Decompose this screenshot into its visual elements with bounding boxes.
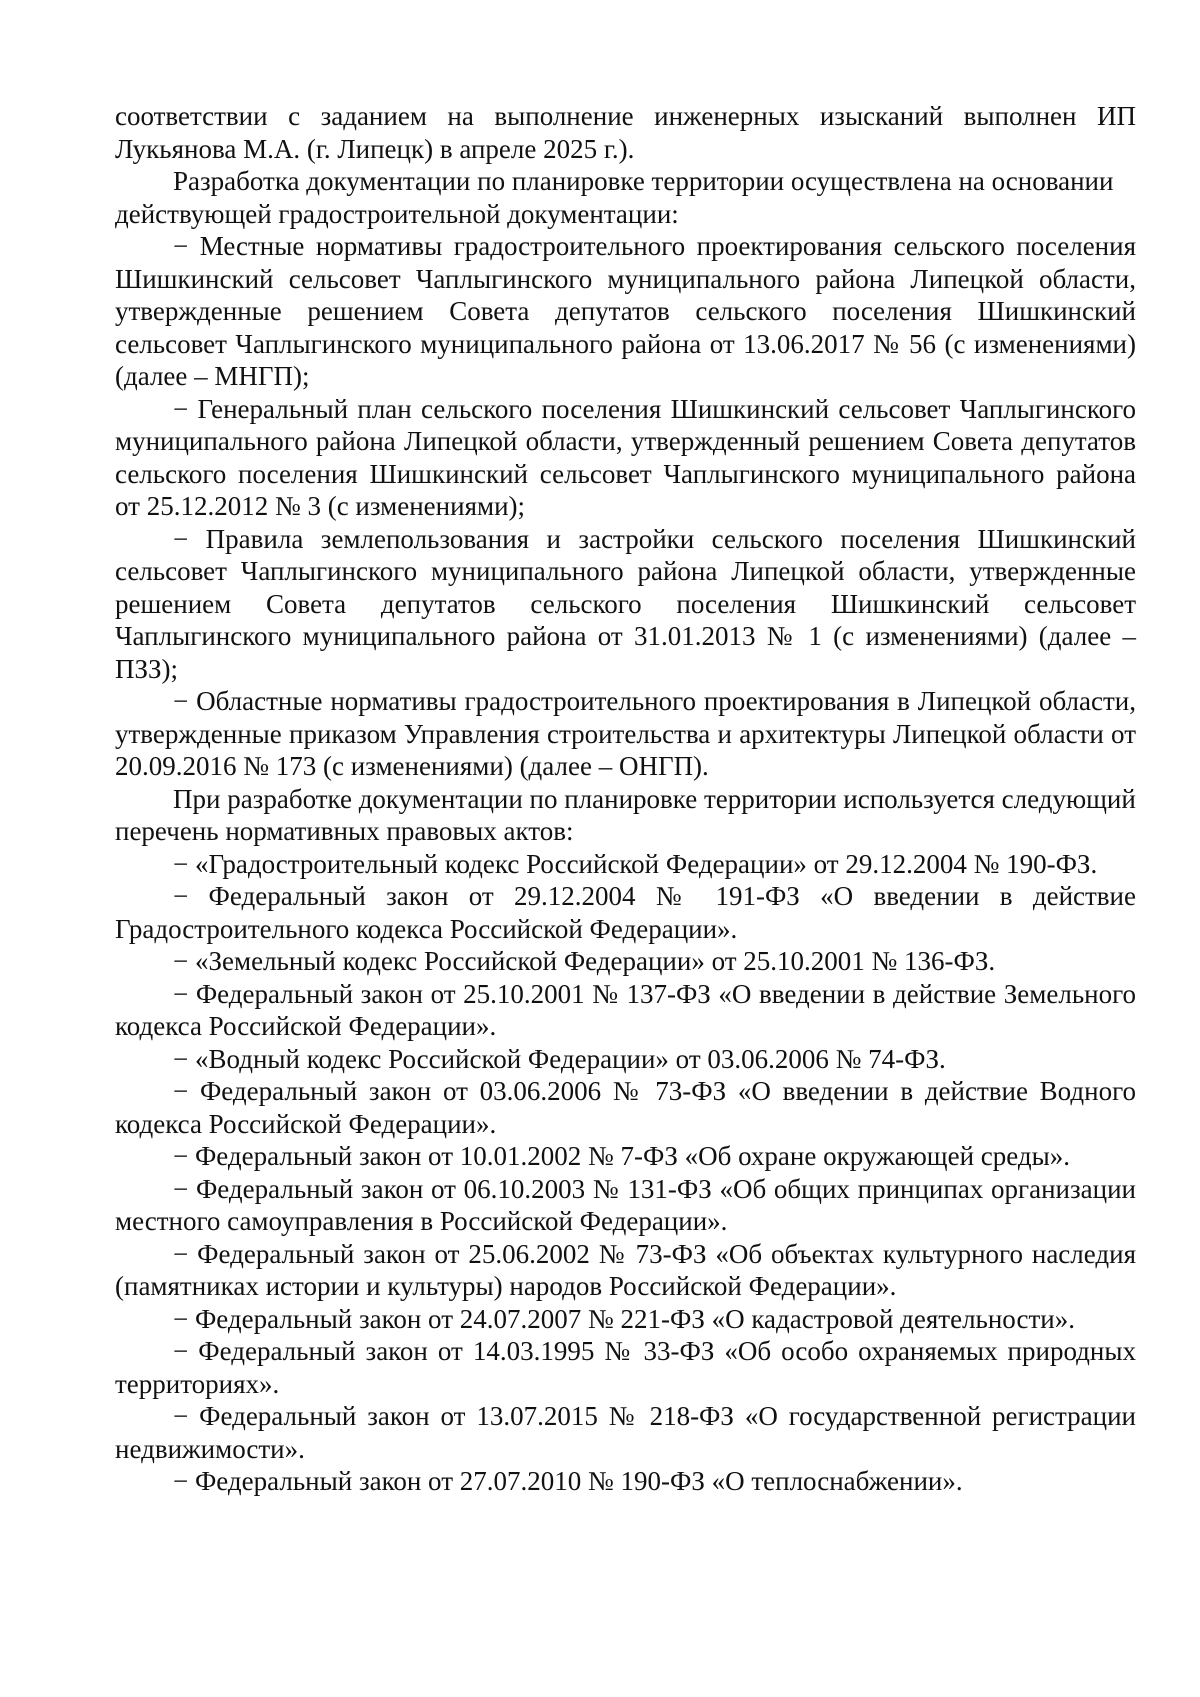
list-item-ongp: − Областные нормативы градостроительного проектирования в Липецкой области, утвержденные приказом Управления строительства и архитектуры Липецкой области от 20.09.2016 № 173 (с изменениями) (далее – ОНГП). (115, 686, 1136, 781)
list-item-law-221: − Федеральный закон от 24.07.2007 № 221-ФЗ «О кадастровой деятельности». (173, 1303, 1075, 1334)
list-item-law-137: − Федеральный закон от 25.10.2001 № 137-ФЗ «О введении в действие Земельного кодекса Российской Федерации». (115, 978, 1136, 1041)
list-item-law-73-water: − Федеральный закон от 03.06.2006 № 73-ФЗ «О введении в действие Водного кодекса Российской Федерации». (115, 1076, 1136, 1139)
list-item-law-7: − Федеральный закон от 10.01.2002 № 7-ФЗ «Об охране окружающей среды». (173, 1141, 1071, 1171)
list-item-mngp: − Местные нормативы градостроительного проектирования сельского поселения Шишкинский сельсовет Чаплыгинского муниципального района Липецкой области, утвержденные решением Совета депутатов сельского поселения Шишкинский сельсовет Чаплыгинского муниципального района от 13.06.2017 № 56 (с изменениями) (далее – МНГП); (115, 231, 1136, 391)
list-item-law-131: − Федеральный закон от 06.10.2003 № 131-ФЗ «Об общих принципах организации местного самоуправления в Российской Федерации». (115, 1173, 1136, 1236)
list-item-land-code: − «Земельный кодекс Российской Федерации» от 25.10.2001 № 136-ФЗ. (173, 946, 996, 976)
list-item-law-190-heat: − Федеральный закон от 27.07.2010 № 190-ФЗ «О теплоснабжении». (173, 1466, 963, 1496)
paragraph-basis-intro: Разработка документации по планировке территории осуществлена на основании действующей градостроительной документации: (115, 166, 1114, 229)
list-item-urban-code: − «Градостроительный кодекс Российской Федерации» от 29.12.2004 № 190-ФЗ. (173, 848, 1098, 879)
list-item-law-73-heritage: − Федеральный закон от 25.06.2002 № 73-ФЗ «Об объектах культурного наследия (памятниках истории и культуры) народов Российской Федерации». (115, 1238, 1136, 1301)
list-item-pzz: − Правила землепользования и застройки сельского поселения Шишкинский сельсовет Чаплыгинского муниципального района Липецкой области, утвержденные решением Совета депутатов сельского поселения Шишкинский сельсовет Чаплыгинского муниципального района от 31.01.2013 № 1 (с изменениями) (далее – ПЗЗ); (115, 523, 1136, 684)
list-item-water-code: − «Водный кодекс Российской Федерации» от 03.06.2006 № 74-ФЗ. (173, 1043, 946, 1074)
list-item-law-218: − Федеральный закон от 13.07.2015 № 218-ФЗ «О государственной регистрации недвижимости». (115, 1401, 1136, 1464)
document-page (115, 100, 1136, 1498)
list-item-law-191: − Федеральный закон от 29.12.2004 № 191-ФЗ «О введении в действие Градостроительного кодекса Российской Федерации». (115, 881, 1136, 944)
paragraph-legal-acts-intro: При разработке документации по планировке территории используется следующий перечень нормативных правовых актов: (115, 783, 1136, 846)
paragraph-survey-continuation: соответствии с заданием на выполнение инженерных изысканий выполнен ИП Лукьянова М.А. (г. Липецк) в апреле 2025 г.). (115, 101, 1136, 164)
list-item-law-33: − Федеральный закон от 14.03.1995 № 33-ФЗ «Об особо охраняемых природных территориях». (115, 1336, 1136, 1399)
list-item-general-plan: − Генеральный план сельского поселения Шишкинский сельсовет Чаплыгинского муниципального района Липецкой области, утвержденный решением Совета депутатов сельского поселения Шишкинский сельсовет Чаплыгинского муниципального района от 25.12.2012 № 3 (с изменениями); (115, 393, 1136, 521)
